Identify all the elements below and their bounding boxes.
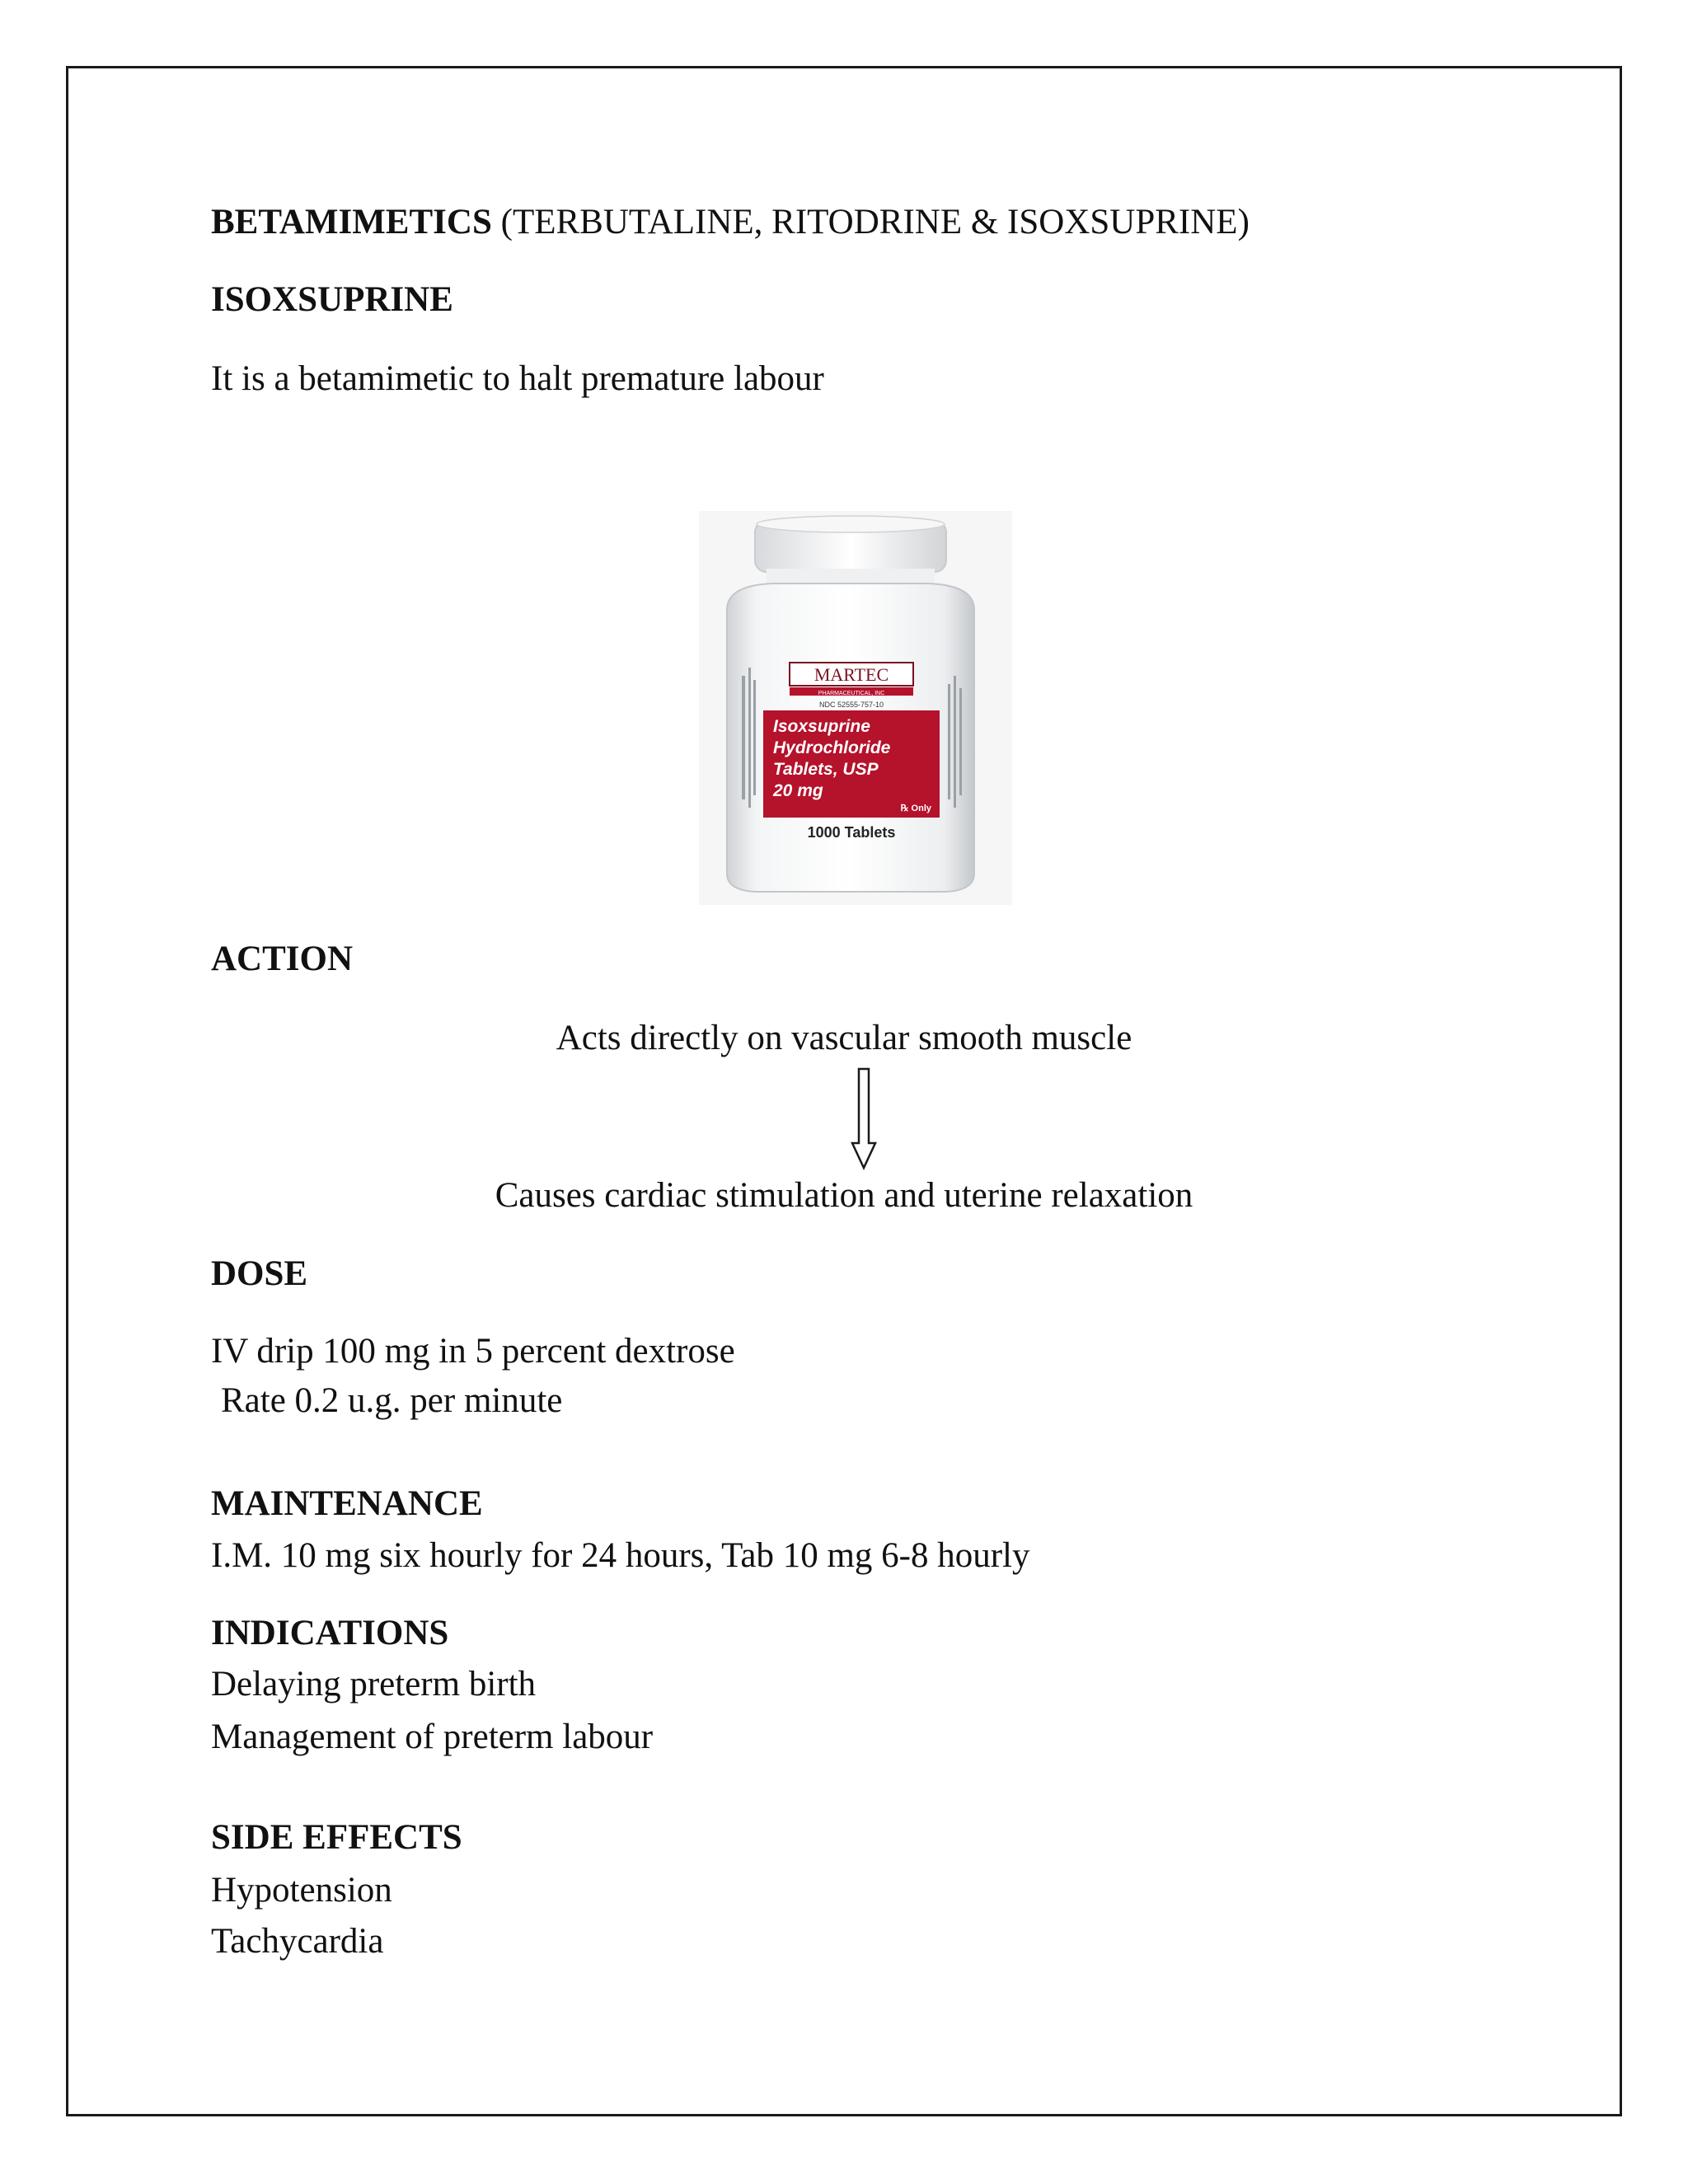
action-step-1: Acts directly on vascular smooth muscle [556, 1019, 1132, 1057]
document-title [211, 201, 1250, 244]
product-bottle-image [699, 511, 1012, 905]
bottle-label-line1: Isoxsuprine [773, 717, 870, 736]
side-effect-item: Hypotension [211, 1871, 392, 1910]
title-rest: (TERBUTALINE, RITODRINE & ISOXSUPRINE) [491, 203, 1250, 241]
maintenance-line-1: I.M. 10 mg six hourly for 24 hours, Tab 10 mg 6-8 hourly [211, 1536, 1030, 1575]
action-heading: ACTION [211, 940, 354, 978]
action-step-2: Causes cardiac stimulation and uterine relaxation [495, 1176, 1193, 1215]
arrow-down-icon [850, 1067, 878, 1170]
bottle-label-line4: 20 mg [773, 781, 823, 800]
bottle-label-line2: Hydrochloride [773, 738, 891, 757]
indication-item: Management of preterm labour [211, 1718, 654, 1756]
maintenance-heading: MAINTENANCE [211, 1484, 483, 1523]
side-effects-heading: SIDE EFFECTS [211, 1818, 462, 1857]
dose-line-1: IV drip 100 mg in 5 percent dextrose [211, 1332, 735, 1371]
dose-line-2: Rate 0.2 u.g. per minute [221, 1381, 563, 1420]
title-bold: BETAMIMETICS [211, 203, 492, 241]
drug-heading: ISOXSUPRINE [211, 280, 453, 319]
bottle-ndc-text: NDC 52555-757-10 [818, 701, 884, 709]
bottle-label-line3: Tablets, USP [773, 760, 879, 779]
dose-heading: DOSE [211, 1254, 308, 1293]
bottle-count-text: 1000 Tablets [807, 824, 896, 841]
bottle-rx-text: ℞ Only [900, 804, 931, 813]
indications-heading: INDICATIONS [211, 1614, 449, 1652]
bottle-brand-text: MARTEC [814, 664, 889, 685]
bottle-brand-sub-text: PHARMACEUTICAL, INC [818, 691, 885, 696]
side-effect-item: Tachycardia [211, 1922, 384, 1961]
intro-text: It is a betamimetic to halt premature labour [211, 359, 824, 398]
indication-item: Delaying preterm birth [211, 1665, 537, 1704]
